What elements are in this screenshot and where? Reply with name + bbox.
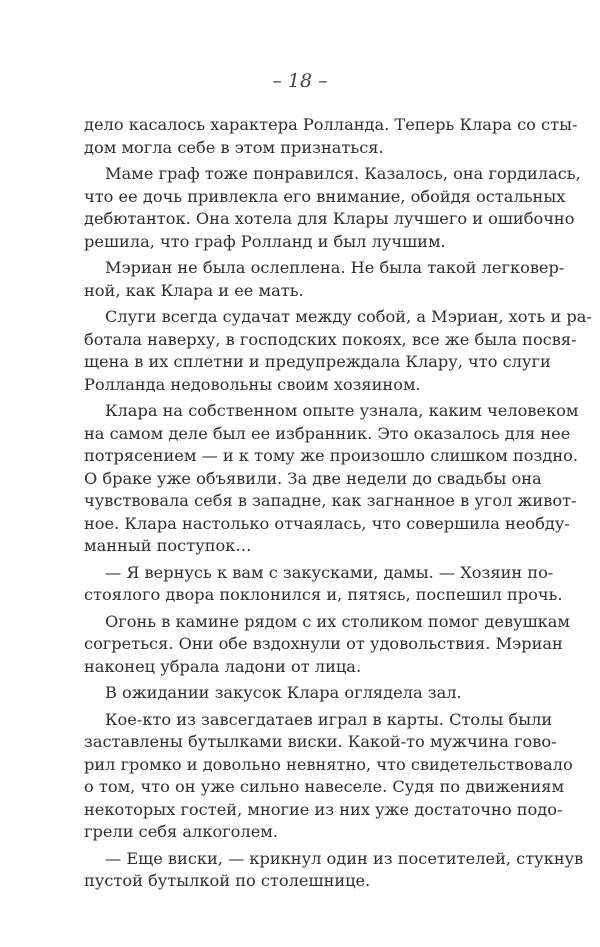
text-line: что ее дочь привлекла его внимание, обойдя остальных (84, 186, 566, 206)
text-line: Кое-кто из завсегдатаев играл в карты. Столы были (105, 709, 553, 729)
text-line: ной, как Клара и ее мать. (84, 280, 304, 300)
text-line: дебютанток. Она хотела для Клары лучшего и ошибочно (84, 209, 575, 228)
paragraph (84, 682, 526, 705)
text-line: стоялого двора поклонился и, пятясь, поспешил прочь. (84, 585, 563, 604)
text-line: дом могла себе в этом признаться. (84, 137, 384, 157)
text-line: грели себя алкоголем. (84, 822, 279, 841)
text-line: согреться. Они обе вздохнули от удовольствия. Мэриан (84, 634, 563, 653)
text-line: пустой бутылкой по столешнице. (84, 871, 371, 890)
paragraph (84, 114, 578, 159)
paragraph (84, 400, 579, 558)
text-line: О браке уже объявили. За две недели до свадьбы она (84, 468, 542, 488)
text-line: заставлены бутылками виски. Какой-то мужчина гово- (84, 732, 557, 751)
page-number: – 18 – (272, 70, 328, 92)
paragraph (84, 848, 584, 893)
text-line: В ожидании закусок Клара оглядела зал. (105, 683, 462, 702)
paragraph (84, 562, 563, 607)
paragraph (84, 306, 592, 396)
text-line: о том, что он уже сильно навеселе. Судя по движениям (84, 777, 565, 796)
text-line: решила, что граф Ролланд и был лучшим. (84, 231, 446, 251)
text-line: щена в их сплетни и предупреждала Клару, что слуги (84, 352, 551, 371)
text-line: рил громко и довольно невнятно, что свидетельствовало (84, 754, 573, 774)
text-line: дело касалось характера Ролланда. Теперь Клара со сты- (84, 115, 578, 134)
paragraph (84, 163, 581, 253)
text-line: Ролланда недовольны своим хозяином. (84, 374, 421, 394)
text-line: потрясением — и к тому же произошло слишком поздно. (84, 446, 578, 465)
text-line: ботала наверху, в господских покоях, все же была посвя- (84, 329, 577, 349)
text-line: чувствовала себя в западне, как загнанное в угол живот- (84, 491, 577, 510)
text-line: Слуги всегда судачат между собой, а Мэриан, хоть и ра- (105, 307, 592, 326)
text-line: — Я вернусь к вам с закусками, дамы. — Хозяин по- (105, 562, 554, 582)
text-line: на самом деле был ее избранник. Это оказалось для нее (84, 423, 571, 443)
text-line: Клара на собственном опыте узнала, каким человеком (105, 401, 579, 420)
paragraph (84, 257, 565, 302)
paragraph (84, 611, 570, 679)
text-line: Мэриан не была ослеплена. Не была такой легковер- (105, 258, 565, 277)
text-line: Маме граф тоже понравился. Казалось, она гордилась, (105, 164, 581, 183)
text-line: наконец убрала ладони от лица. (84, 656, 362, 676)
text-line: некоторых гостей, многие из них уже достаточно подо- (84, 799, 563, 819)
paragraph (84, 709, 573, 844)
text-line: манный поступок… (84, 536, 252, 555)
body-text (84, 114, 592, 893)
text-line: — Еще виски, — крикнул один из посетителей, стукнув (105, 848, 584, 868)
text-line: Огонь в камине рядом с их столиком помог девушкам (105, 611, 570, 631)
text-line: ное. Клара настолько отчаялась, что совершила необду- (84, 513, 570, 533)
